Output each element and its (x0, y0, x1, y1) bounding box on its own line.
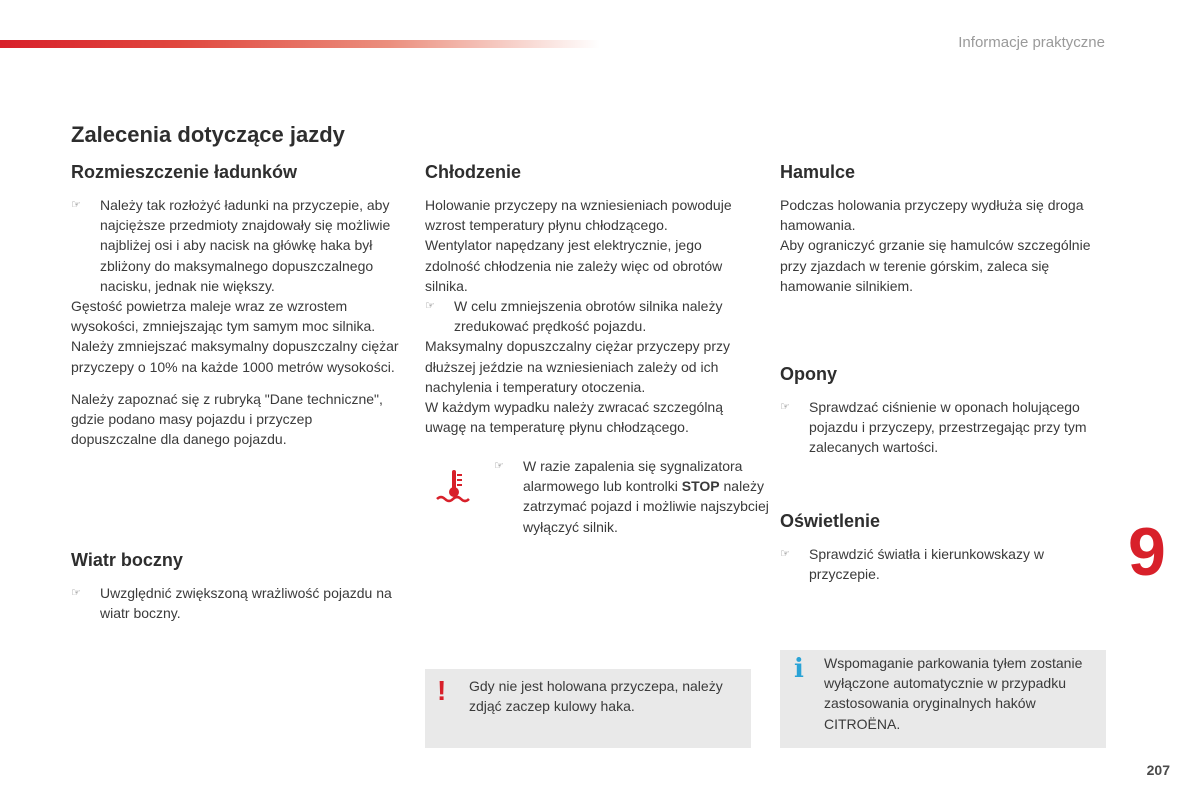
coolant-temperature-warning-icon (434, 466, 474, 506)
bullet-crosswind (71, 583, 401, 623)
pointing-hand-icon: ☞ (780, 401, 790, 413)
column-load-distribution (71, 162, 401, 449)
pointing-hand-icon: ☞ (71, 199, 81, 211)
bullet-load-text: Należy tak rozłożyć ładunki na przyczepie, aby najcięższe przedmioty znajdowały się możliwie najbliżej osi i aby nacisk na główkę haka był zbliżony do maksymalnego dopuszczalnego nacisku, jednak nie większy. (100, 197, 391, 294)
stop-label: STOP (681, 478, 720, 495)
heading-crosswind: Wiatr boczny (71, 550, 183, 570)
bullet-alarm-text-after: należy zatrzymać pojazd i możliwie najszybciej wyłączyć silnik. (523, 478, 769, 535)
bullet-alarm-text-before: W razie zapalenia się sygnalizatora alarmowego lub kontrolki (523, 458, 743, 495)
section-lights (780, 511, 1110, 584)
page-number: 207 (1146, 762, 1170, 778)
bullet-reduce-speed-text: W celu zmniejszenia obrotów silnika należy zredukować prędkość pojazdu. (454, 298, 723, 335)
air-density-paragraph: Gęstość powietrza maleje wraz ze wzrostem wysokości, zmniejszając tym samym moc silnika. Należy zmniejszać maksymalny dopuszczalny ciężar przyczepy o 10% na każde 1000 metrów wysokości. (71, 298, 399, 375)
pointing-hand-icon: ☞ (780, 548, 790, 560)
chapter-number: 9 (1128, 514, 1166, 590)
section-crosswind (71, 550, 401, 623)
exclamation-icon: ! (437, 675, 447, 706)
top-accent-bar (0, 40, 600, 48)
heading-lights: Oświetlenie (780, 511, 881, 531)
page-title: Zalecenia dotyczące jazdy (71, 122, 345, 147)
bullet-load (71, 195, 401, 296)
pointing-hand-icon: ☞ (494, 460, 504, 472)
bullet-lights (780, 544, 1110, 584)
info-note-box (780, 650, 1106, 748)
cooling-paragraph-4: W każdym wypadku należy zwracać szczególną uwagę na temperaturę płynu chłodzącego. (425, 399, 724, 436)
bullet-tires-text: Sprawdzać ciśnienie w oponach holującego pojazdu i przyczepy, przestrzegając przy tym zalecanych wartości. (809, 399, 1087, 456)
warning-note-box (425, 669, 751, 748)
bullet-alarm (494, 456, 785, 537)
cooling-paragraph-1: Holowanie przyczepy na wzniesieniach powoduje wzrost temperatury płynu chłodzącego. (425, 197, 732, 234)
section-tires (780, 364, 1110, 458)
cooling-paragraph-2: Wentylator napędzany jest elektrycznie, jego zdolność chłodzenia nie zależy więc od obrotów silnika. (425, 237, 723, 294)
column-cooling (425, 162, 755, 437)
brakes-paragraph-1: Podczas holowania przyczepy wydłuża się droga hamowania. (780, 197, 1084, 234)
technical-data-paragraph: Należy zapoznać się z rubryką "Dane techniczne", gdzie podano masy pojazdu i przyczep dopuszczalne dla danego pojazdu. (71, 390, 383, 448)
pointing-hand-icon: ☞ (425, 300, 435, 313)
bullet-crosswind-text: Uwzględnić zwiększoną wrażliwość pojazdu na wiatr boczny. (100, 585, 392, 622)
brakes-paragraph-2: Aby ograniczyć grzanie się hamulców szczególnie przy zjazdach w terenie górskim, zaleca się hamowanie silnikiem. (780, 237, 1091, 294)
heading-load-distribution: Rozmieszczenie ładunków (71, 162, 298, 182)
cooling-paragraph-3: Maksymalny dopuszczalny ciężar przyczepy przy dłuższej jeździe na wzniesieniach zależy od ich nachylenia i temperatury otoczenia. (425, 338, 730, 395)
info-note-text: Wspomaganie parkowania tyłem zostanie wyłączone automatycznie w przypadku zastosowania oryginalnych haków CITROËNA. (824, 655, 1083, 732)
bullet-lights-text: Sprawdzić światła i kierunkowskazy w przyczepie. (809, 546, 1044, 583)
info-icon: i (794, 654, 804, 684)
bullet-tires (780, 397, 1110, 458)
warning-note-text: Gdy nie jest holowana przyczepa, należy zdjąć zaczep kulowy haka. (469, 678, 723, 715)
column-brakes (780, 162, 1110, 296)
pointing-hand-icon: ☞ (71, 587, 81, 599)
heading-brakes: Hamulce (780, 162, 856, 182)
heading-tires: Opony (780, 364, 837, 384)
section-header: Informacje praktyczne (958, 34, 1105, 51)
bullet-reduce-speed (425, 296, 755, 336)
heading-cooling: Chłodzenie (425, 162, 522, 182)
